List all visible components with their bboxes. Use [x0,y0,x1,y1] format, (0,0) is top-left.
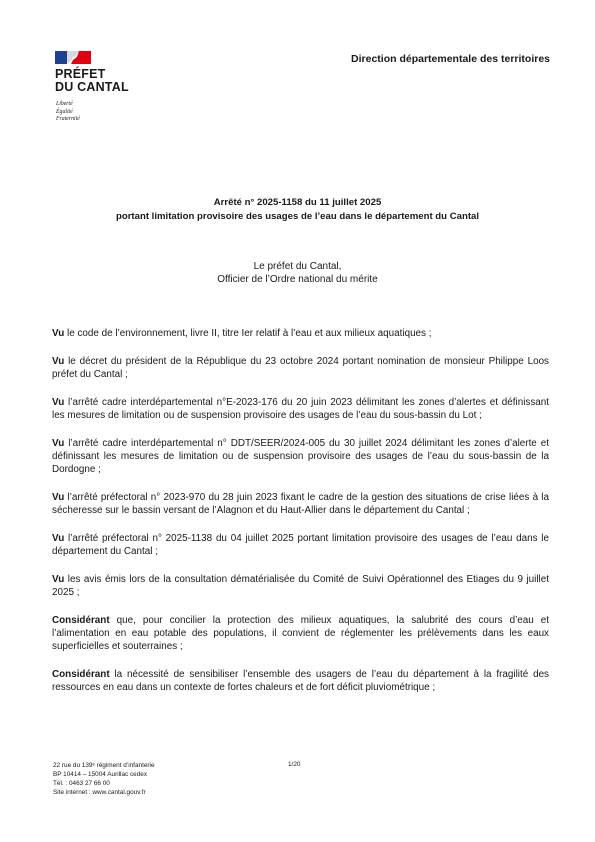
footer-postal: BP 10414 – 15004 Aurillac cedex [53,771,148,778]
author-distinction: Officier de l’Ordre national du mérite [217,274,378,285]
paragraph-lead: Vu [52,533,65,544]
footer-address: 22 rue du 139ᵉ régiment d’infanterie [53,762,155,769]
paragraph-lead: Vu [52,397,65,408]
author-title: Le préfet du Cantal, [253,261,342,272]
visa-paragraph [52,327,549,340]
visa-paragraph [52,491,549,517]
paragraph-text: la nécessité de sensibiliser l’ensemble des usagers de l’eau du département à la fragilité des ressources en eau dans un contexte de fortes chaleurs et de fort déficit pluviométrique ; [52,669,549,693]
paragraph-text: l’arrêté préfectoral n° 2023-970 du 28 juin 2023 fixant le cadre de la gestion des situations de crise liées à la sécheresse sur le bassin versant de l’Alagnon et du Haut-Allier dans le département du Cantal ; [52,492,549,516]
motto-fraternite: Fraternité [56,116,80,122]
paragraph-lead: Vu [52,328,65,339]
visa-paragraph [52,532,549,558]
footer-phone: Tél. : 0463 27 66 00 [53,780,110,787]
prefecture-logo-text [55,68,129,94]
paragraph-text: les avis émis lors de la consultation dématérialisée du Comité de Suivi Opérationnel des Etiages du 9 juillet 2025 ; [52,574,549,598]
paragraph-lead: Vu [52,356,65,367]
visa-paragraph [52,355,549,381]
motto-egalite: Égalité [56,108,73,115]
page-number: 1/20 [288,761,301,768]
paragraph-lead: Considérant [52,615,110,626]
logo-line-prefet: PRÉFET [55,67,106,81]
visa-paragraph [52,437,549,476]
footer-website: Site internet : www.cantal.gouv.fr [53,789,146,796]
paragraph-text: le décret du président de la République du 23 octobre 2024 portant nomination de monsieur Philippe Loos préfet du Cantal ; [52,356,549,380]
decree-body [52,327,549,709]
decree-author [0,260,595,286]
paragraph-lead: Vu [52,492,65,503]
decree-title [0,196,595,224]
decree-number: Arrêté n° 2025-1158 du 11 juillet 2025 [213,197,382,208]
motto-liberte: Liberté [56,101,73,107]
considerant-paragraph [52,668,549,694]
considerant-paragraph [52,614,549,653]
decree-subject: portant limitation provisoire des usages de l’eau dans le département du Cantal [115,211,480,222]
paragraph-lead: Considérant [52,669,110,680]
contact-footer [53,761,155,797]
paragraph-lead: Vu [52,574,65,585]
paragraph-text: que, pour concilier la protection des milieux aquatiques, la salubrité des cours d’eau et l’alimentation en eau potable des populations, il convient de réglementer les prélèvements dans les eaux superficielles et souterraines ; [52,615,549,652]
visa-paragraph [52,396,549,422]
logo-line-cantal: DU CANTAL [55,80,129,94]
paragraph-text: l’arrêté préfectoral n° 2025-1138 du 04 juillet 2025 portant limitation provisoire des usages de l’eau dans le département du Cantal ; [52,533,549,557]
paragraph-text: l’arrêté cadre interdépartemental n° DDT/SEER/2024-005 du 30 juillet 2024 délimitant les zones d’alerte et définissant les mesures de limitation ou de suspension provisoire des usages de l’eau du sous-bassin de la Dordogne ; [52,438,549,475]
visa-paragraph [52,573,549,599]
paragraph-text: le code de l’environnement, livre II, titre Ier relatif à l’eau et aux milieux aquatiques ; [64,328,432,339]
republic-motto [56,101,80,124]
paragraph-lead: Vu [52,438,65,449]
marianne-logo-icon [55,51,91,64]
paragraph-text: l’arrêté cadre interdépartemental n°E-2023-176 du 20 juin 2023 délimitant les zones d’alertes et définissant les mesures de limitation ou de suspension provisoire des usages de l’eau du sous-bassin du Lot ; [52,397,549,421]
issuing-direction: Direction départementale des territoires [351,53,550,65]
